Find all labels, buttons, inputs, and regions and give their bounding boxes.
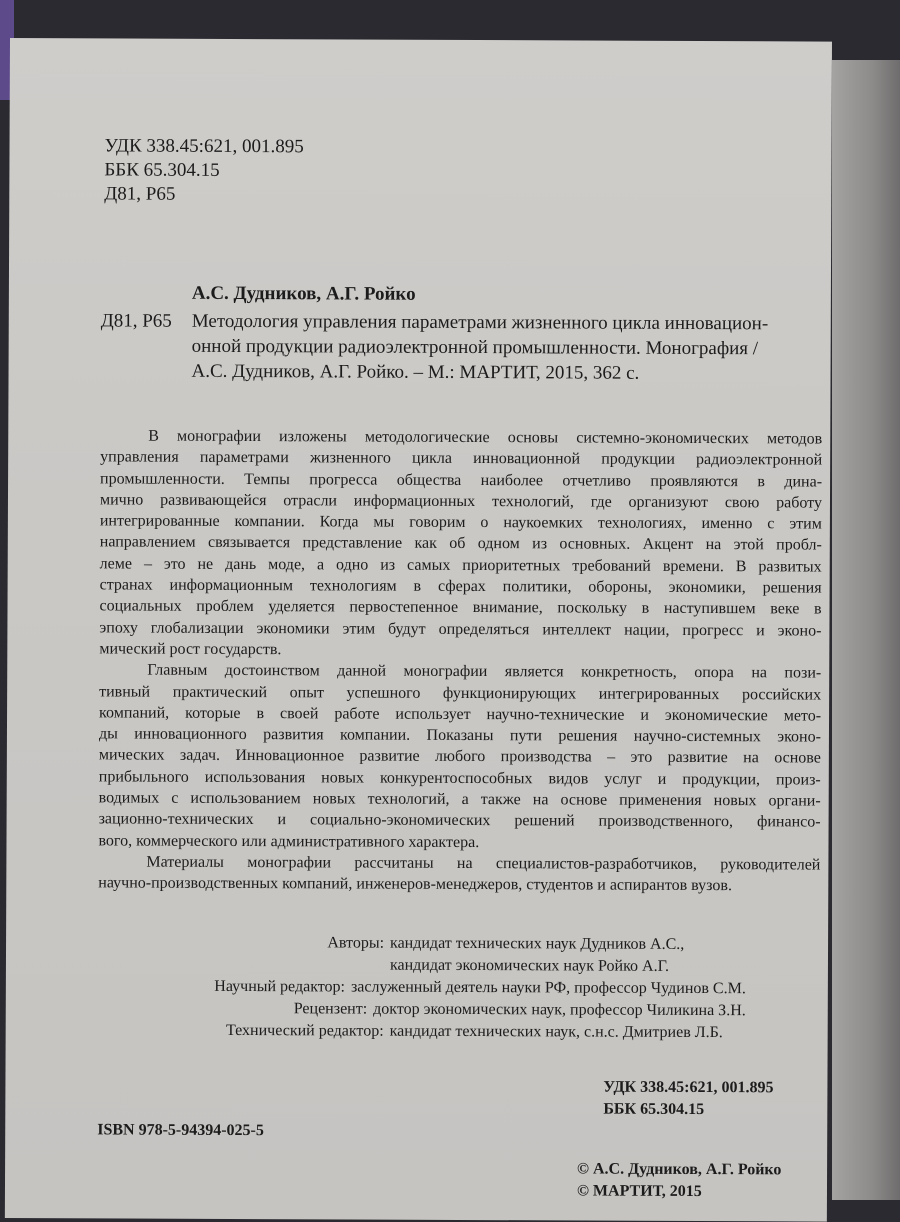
description-line: Методология управления параметрами жизненного цикла инновацион- xyxy=(191,310,769,335)
text-line: Главным достоинством данной монографии является конкретность, опора на пози- xyxy=(147,661,822,682)
text-line: компаний, которые в своей работе использует научно-технические и экономические мето- xyxy=(99,704,822,725)
abstract-paragraph xyxy=(99,425,822,662)
credit-row xyxy=(6,953,746,978)
udk-code-footer: УДК 338.45:621, 001.895 xyxy=(603,1078,774,1097)
credits-block xyxy=(6,931,746,1044)
credit-value: кандидат технических наук Дудников А.С., xyxy=(390,934,685,953)
book-page xyxy=(5,38,832,1222)
text-line: мический рост государств. xyxy=(99,640,282,659)
description-line: А.С. Дудников, А.Г. Ройко. – М.: МАРТИТ, 2015, 362 с. xyxy=(191,360,640,384)
text-line: странах информационным технологиям в сферах политики, обороны, экономики, решения xyxy=(99,576,822,597)
text-line: зационно-технических и социально-экономических решений производственного, финансо- xyxy=(98,810,821,831)
credit-value: кандидат экономических наук Ройко А.Г. xyxy=(389,956,670,975)
text-line: социальных проблем уделяется первостепенное внимание, поскольку в наступившем веке в xyxy=(99,597,822,618)
credit-value: доктор экономических наук, профессор Чиликина З.Н. xyxy=(373,1000,746,1020)
credit-label: Научный редактор: xyxy=(214,977,346,996)
text-line: водимых с использованием новых технологий, а также на основе применения новых органи- xyxy=(98,789,821,810)
classification-footer xyxy=(603,1077,773,1122)
bibliographic-description xyxy=(191,309,821,387)
text-line: управления параметрами жизненного цикла инновационной продукции радиоэлектронной xyxy=(100,448,823,469)
bibliographic-record xyxy=(100,308,821,384)
copyright-publisher: © МАРТИТ, 2015 xyxy=(576,1182,702,1201)
text-line: промышленности. Темпы прогресса общества наиболее отчетливо проявляются в дина- xyxy=(100,469,823,491)
credit-row xyxy=(6,931,746,956)
credit-value: кандидат технических наук, с.н.с. Дмитриев Л.Б. xyxy=(389,1022,723,1042)
text-line: мических задач. Инновационное развитие любого производства – это развитие на основе xyxy=(98,746,821,767)
bbk-code: ББК 65.304.15 xyxy=(104,159,220,181)
abstract-paragraph xyxy=(98,660,821,855)
page-stack-edge xyxy=(832,60,900,1200)
classification-header xyxy=(104,134,304,207)
bibliographic-code: Д81, Р65 xyxy=(100,310,172,332)
text-line: Материалы монографии рассчитаны на специалистов-разработчиков, руководителей xyxy=(146,853,821,874)
copyright-block xyxy=(577,1158,782,1203)
credit-value: заслуженный деятель науки РФ, профессор Чудинов С.М. xyxy=(350,978,746,998)
credit-label xyxy=(6,953,390,977)
credit-row xyxy=(6,997,746,1022)
bbk-code-footer: ББК 65.304.15 xyxy=(603,1100,705,1119)
text-line: ды инновационного развития компании. Показаны пути решения научно-системных эконо- xyxy=(98,725,821,746)
text-line: эпоху глобализации экономики этим будут определяться интеллект нации, прогресс и эконо- xyxy=(99,619,822,640)
abstract-paragraph xyxy=(98,851,820,897)
text-line: интегрированные компании. Когда мы говорим о наукоемких технологиях, именно с этим xyxy=(99,512,822,533)
text-line: мично развивающейся отрасли информационных технологий, где организуют свою работу xyxy=(99,491,823,512)
text-line: вого, коммерческого или административного характера. xyxy=(98,832,480,851)
text-line: направлением связывается представление как об одном из основных. Акцент на этой пробл- xyxy=(99,533,822,555)
text-line: леме – это не дань моде, а одно из самых приоритетных требований времени. В развитых xyxy=(99,555,822,576)
abstract xyxy=(98,425,822,897)
text-line: научно-производственных компаний, инженеров-менеджеров, студентов и аспирантов вузов. xyxy=(98,874,733,895)
text-line: прибыльного использования новых конкурентоспособных видов услуг и продукции, произ- xyxy=(98,768,821,789)
credit-row xyxy=(6,975,746,1000)
credit-row xyxy=(6,1019,746,1044)
credit-label: Авторы: xyxy=(327,934,385,952)
text-line: тивный практический опыт успешного функционирующих интегрированных российских xyxy=(99,682,822,704)
copyright-authors: © А.С. Дудников, А.Г. Ройко xyxy=(577,1160,782,1179)
isbn: ISBN 978-5-94394-025-5 xyxy=(97,1121,264,1140)
text-line: В монографии изложены методологические основы системно-экономических методов xyxy=(148,427,823,448)
description-line: онной продукции радиоэлектронной промышленности. Монография / xyxy=(191,335,759,360)
author-sign-code: Д81, Р65 xyxy=(104,183,176,205)
udk-code: УДК 338.45:621, 001.895 xyxy=(104,135,304,158)
credit-label: Рецензент: xyxy=(293,1000,368,1018)
credit-label: Технический редактор: xyxy=(225,1021,384,1040)
authors-heading: А.С. Дудников, А.Г. Ройко xyxy=(191,282,416,305)
